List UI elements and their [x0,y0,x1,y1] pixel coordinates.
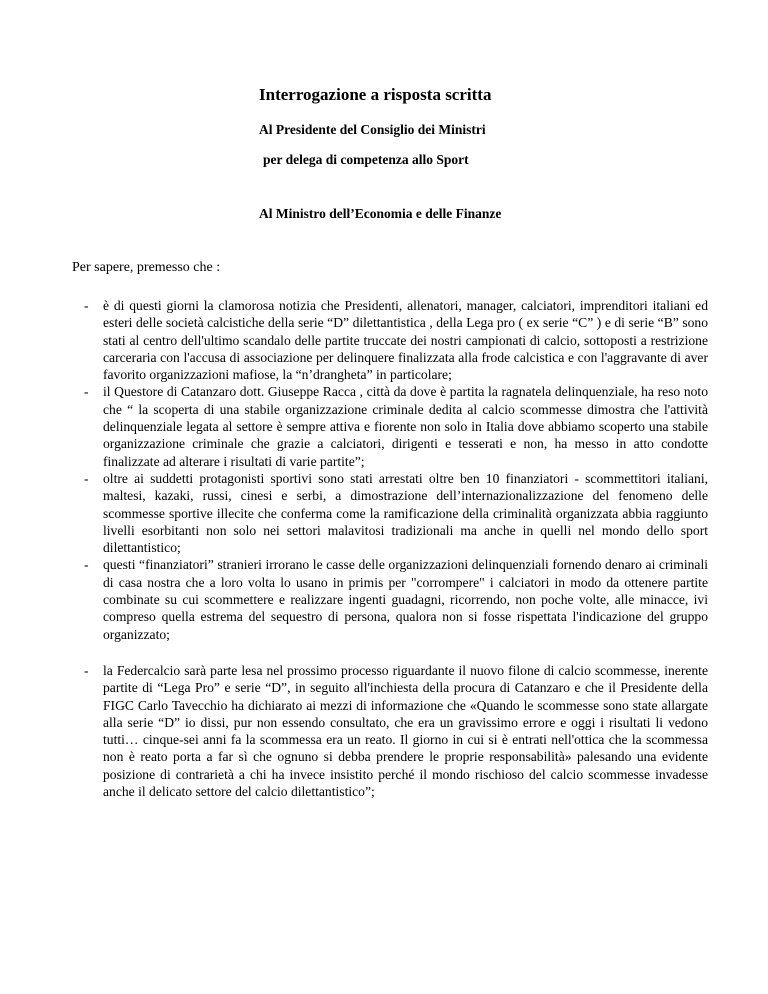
list-item-text: il Questore di Catanzaro dott. Giuseppe Racca , città da dove è partita la ragnatela delinquenziale, ha reso noto che “ la scoperta di una stabile organizzazione criminale dedita al calcio scommesse dimostra che l'attività delinquenziale legata al settore è sempre attiva e fiorente non solo in Italia dove abbiamo scoperto una stabile organizzazione criminale che grazie a calciatori, dirigenti e tesserati e non, ha messo in atto condotte finalizzate ad alterare i risultati di varie partite”; [103,384,708,469]
bullet-dash: - [84,298,89,313]
intro-text: Per sapere, premesso che : [72,260,221,275]
list-item [72,470,708,556]
premise-list [72,297,708,800]
bullet-dash: - [84,557,89,573]
bullet-dash: - [84,384,89,400]
list-item [72,297,708,383]
bullet-dash: - [84,662,89,678]
document-title: Interrogazione a risposta scritta [259,85,492,104]
addressee-prime-minister: Al Presidente del Consiglio dei Ministri [259,122,486,137]
list-item-text: questi “finanziatori” stranieri irrorano le casse delle organizzazioni delinquenziali fornendo denaro ai criminali di casa nostra che a loro volta lo usano in primis per "corrompere" i calciatori in modo da ottenere partite combinate su cui scommettere e realizzare ingenti guadagni, ricorrendo, non poche volte, alle minacce, ivi compreso quella estrema del sequestro di persona, qualora non si fosse rispettata l'indicazione del gruppo organizzato; [103,557,708,642]
list-item [72,662,708,800]
list-item-text: oltre ai suddetti protagonisti sportivi sono stati arrestati oltre ben 10 finanziatori - scommettitori italiani, maltesi, kazaki, russi, cinesi e serbi, a dimostrazione dell’internazionalizzazione del fenomeno delle scommesse sportive illecite che conferma come la ramificazione della criminalità organizzata abbia raggiunto livelli esorbitanti non solo nei settori malavitosi tradizionali ma anche in quelli nel mondo dello sport dilettantistico; [103,470,708,556]
list-item-text: la Federcalcio sarà parte lesa nel prossimo processo riguardante il nuovo filone di calcio scommesse, inerente partite di “Lega Pro” e serie “D”, in seguito all'inchiesta della procura di Catanzaro e che il Presidente della FIGC Carlo Tavecchio ha dichiarato ai mezzi di informazione che «Quando le scommesse sono state allargate alla serie “D” io dissi, pur non essendo consultato, che era un gravissimo errore e oggi i risultati li vedono tutti… cinque-sei anni fa la scommessa era un reato. Il giorno in cui si è entrati nell'ottica che la scommessa non è reato porta a far sì che ognuno si debba prendere le proprie responsabilità» palesando una evidente posizione di contrarietà a chi ha invece insistito perché il mondo rischioso del calcio scommesse invadesse anche il delicato settore del calcio dilettantistico”; [103,662,708,800]
list-item-text: è di questi giorni la clamorosa notizia che Presidenti, allenatori, manager, calciatori, imprenditori italiani ed esteri delle società calcistiche della serie “D” dilettantistica , della Lega pro ( ex serie “C” ) e di serie “B” sono stati al centro dell'ultimo scandalo delle partite truccate dei nostri campionati di calcio, sottoposti a restrizione carceraria con l'accusa di associazione per delinquere finalizzata alla frode calcistica e con l'aggravante di aver favorito organizzazioni mafiose, la “n’drangheta” in particolare; [103,298,708,383]
addressee-sport-delegation: per delega di competenza allo Sport [263,152,469,167]
list-item [72,556,708,642]
list-item [72,383,708,469]
bullet-dash: - [84,470,89,486]
addressee-economy-minister: Al Ministro dell’Economia e delle Finanze [259,206,502,221]
